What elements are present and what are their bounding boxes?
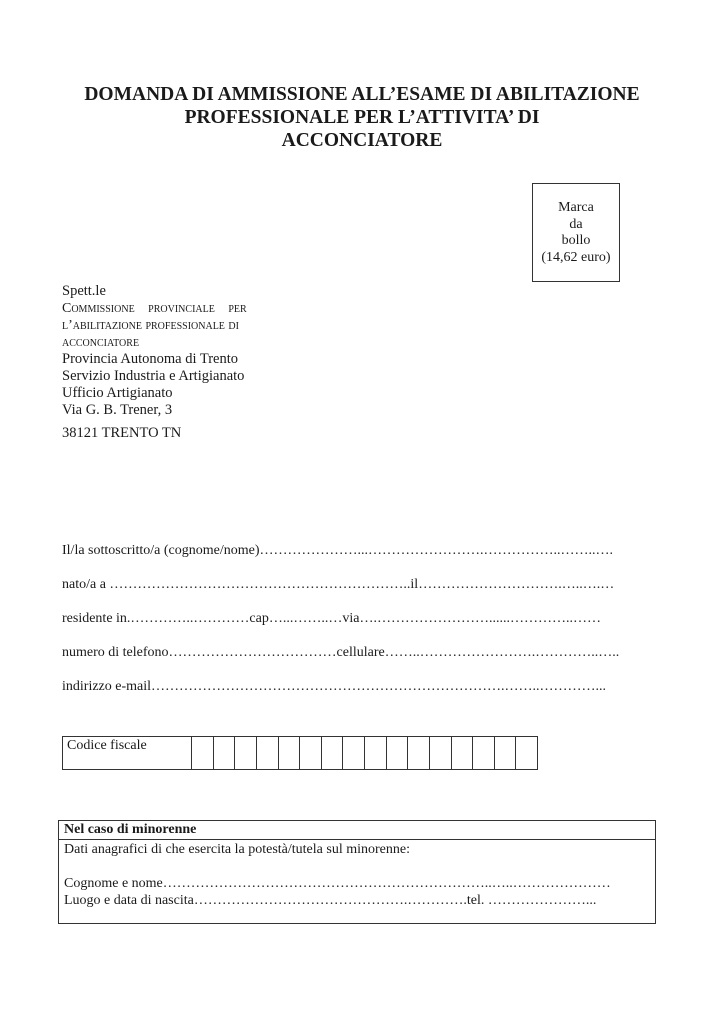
title-line-2: PROFESSIONALE PER L’ATTIVITA’ DI — [184, 107, 540, 128]
codice-fiscale-cell[interactable] — [365, 737, 387, 769]
recipient-postal-line: 38121 TRENTO TN — [62, 425, 182, 441]
codice-fiscale-cell[interactable] — [322, 737, 344, 769]
codice-fiscale-cell[interactable] — [473, 737, 495, 769]
codice-fiscale-cell[interactable] — [387, 737, 409, 769]
commission-line-3: acconciatore — [62, 335, 140, 350]
codice-fiscale-cell[interactable] — [495, 737, 517, 769]
birth-field[interactable]: nato/a a ………………………………………………………..il………………………….…..….… — [62, 577, 615, 592]
stamp-line-3: bollo — [561, 233, 591, 248]
title-line-1: DOMANDA DI AMMISSIONE ALL’ESAME DI ABILITAZIONE — [84, 84, 640, 105]
minor-heading: Nel caso di minorenne — [59, 821, 655, 840]
codice-fiscale-cell[interactable] — [452, 737, 474, 769]
codice-fiscale-cell[interactable] — [214, 737, 236, 769]
name-field[interactable]: Il/la sottoscritto/a (cognome/nome)…………………...…………………….……………..……..…. — [62, 543, 614, 558]
commission-line-2: l’abilitazione professionale di — [62, 318, 239, 333]
recipient-greeting: Spett.le — [62, 283, 106, 299]
recipient-line-1: Provincia Autonoma di Trento — [62, 351, 239, 367]
codice-fiscale-cell[interactable] — [300, 737, 322, 769]
codice-fiscale-cell[interactable] — [192, 737, 214, 769]
minor-body — [59, 840, 655, 910]
codice-fiscale-cell[interactable] — [235, 737, 257, 769]
recipient-address — [62, 283, 322, 442]
codice-fiscale-cell[interactable] — [257, 737, 279, 769]
commission-name — [62, 300, 322, 351]
commission-line-1: Commissione provinciale per — [62, 301, 247, 316]
minor-intro: Dati anagrafici di che esercita la potestà/tutela sul minorenne: — [64, 842, 410, 857]
codice-fiscale-cell[interactable] — [343, 737, 365, 769]
phone-field[interactable]: numero di telefono………………………………cellulare……..…………………….…………..….. — [62, 645, 620, 660]
codice-fiscale-box — [62, 736, 538, 770]
guardian-name-field[interactable]: Cognome e nome……………………………………………………………..…..………………… — [64, 876, 611, 891]
recipient-line-2: Servizio Industria e Artigianato — [62, 368, 245, 384]
stamp-line-4: (14,62 euro) — [541, 249, 611, 265]
title-line-3: ACCONCIATORE — [281, 130, 443, 151]
codice-fiscale-cell[interactable] — [430, 737, 452, 769]
codice-fiscale-label: Codice fiscale — [63, 737, 192, 769]
stamp-line-2: da — [569, 216, 583, 232]
residence-field[interactable]: residente in.…………..…………cap…...……..…via….……………………......…………..…… — [62, 611, 601, 626]
codice-fiscale-cell[interactable] — [408, 737, 430, 769]
document-title — [60, 83, 664, 152]
codice-fiscale-cell[interactable] — [516, 737, 537, 769]
minor-section — [58, 820, 656, 924]
revenue-stamp-box — [532, 183, 620, 282]
recipient-line-3: Ufficio Artigianato — [62, 385, 173, 401]
stamp-line-1: Marca — [558, 200, 594, 215]
guardian-birth-field[interactable]: Luogo e data di nascita……………………………………….………….tel. …………………... — [64, 893, 597, 908]
codice-fiscale-cell[interactable] — [279, 737, 301, 769]
email-field[interactable]: indirizzo e-mail………………………………………………………………….……..…………... — [62, 679, 607, 694]
recipient-line-4: Via G. B. Trener, 3 — [62, 402, 173, 418]
